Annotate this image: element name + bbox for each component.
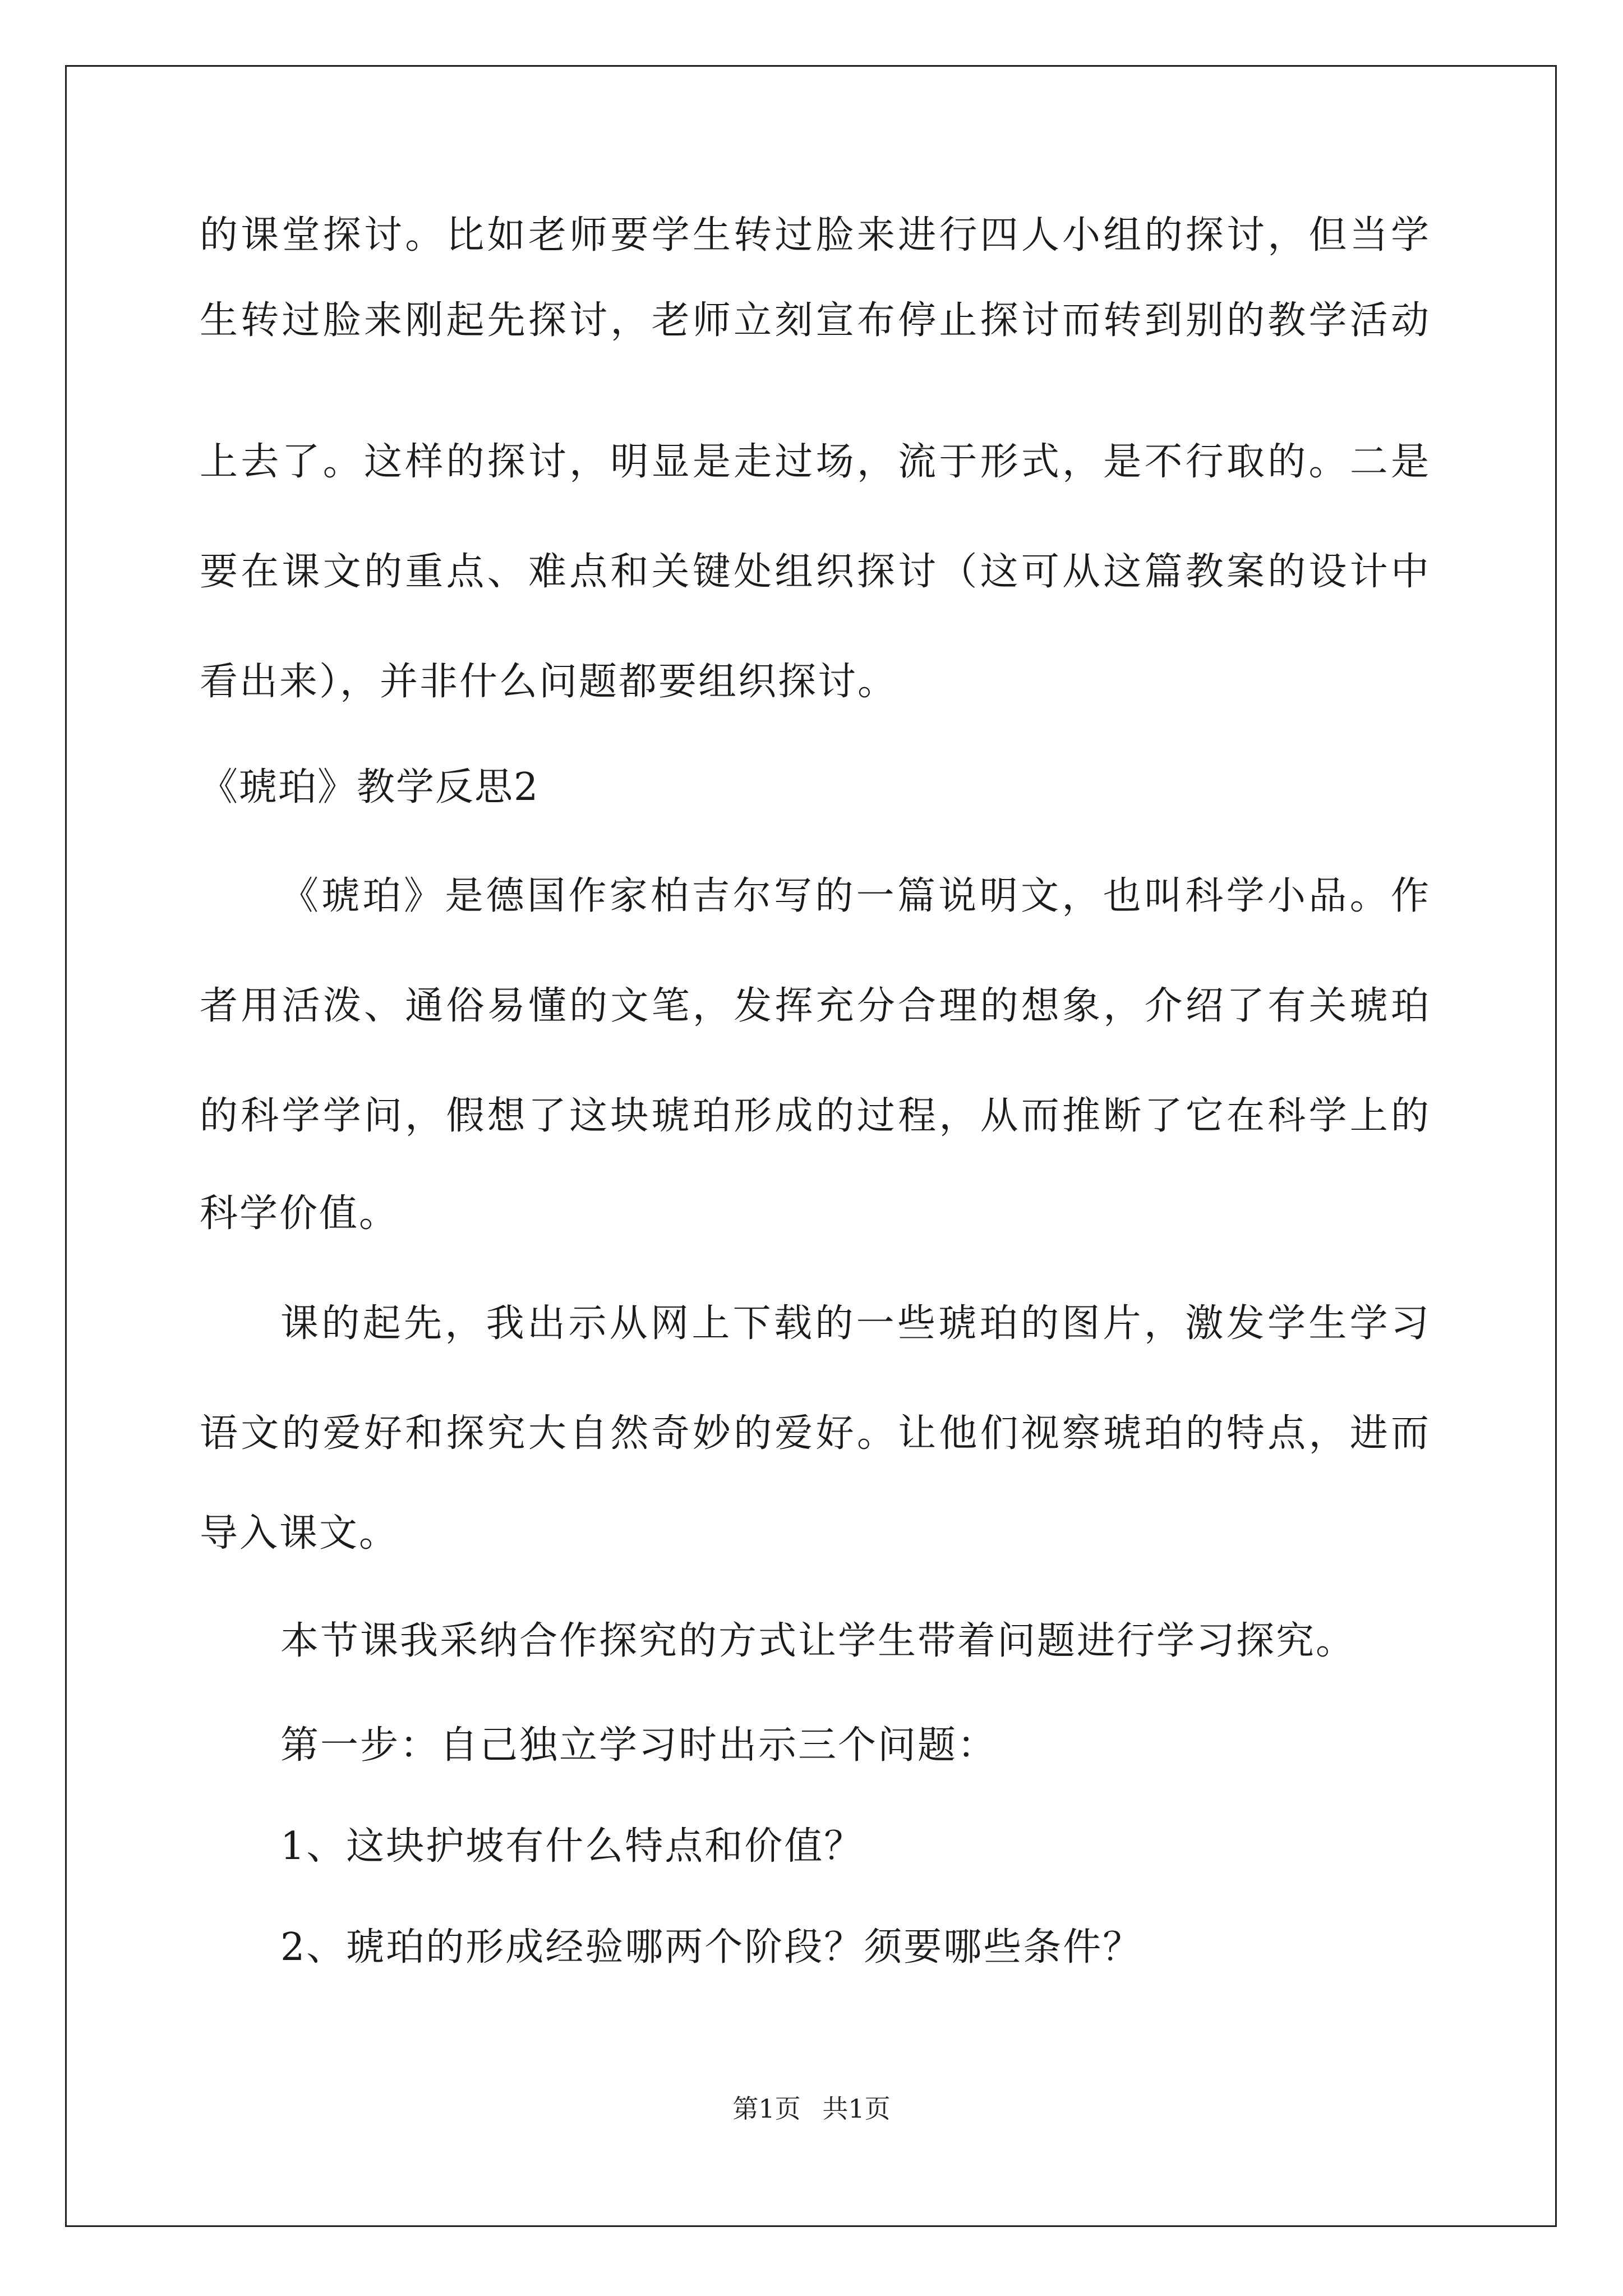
section-heading: 《琥珀》教学反思2 [200, 765, 540, 809]
text-line-13: 导入课文。 [200, 1511, 399, 1556]
text-line-2: 生转过脸来刚起先探讨，老师立刻宣布停止探讨而转到别的教学活动 [200, 298, 1429, 343]
text-line-14: 本节课我采纳合作探究的方式让学生带着问题进行学习探究。 [280, 1619, 1356, 1663]
page-border [65, 65, 1557, 2227]
text-line-7: 《琥珀》是德国作家柏吉尔写的一篇说明文，也叫科学小品。作 [280, 874, 1429, 918]
text-line-8: 者用活泼、通俗易懂的文笔，发挥充分合理的想象，介绍了有关琥珀 [200, 984, 1429, 1028]
list-item-1: 1、这块护坡有什么特点和价值？ [280, 1824, 864, 1869]
text-line-15: 第一步：自己独立学习时出示三个问题： [280, 1723, 998, 1768]
text-line-9: 的科学学问，假想了这块琥珀形成的过程，从而推断了它在科学上的 [200, 1094, 1429, 1138]
text-line-5: 看出来），并非什么问题都要组织探讨。 [200, 660, 898, 704]
text-line-4: 要在课文的重点、难点和关键处组织探讨（这可从这篇教案的设计中 [200, 550, 1429, 594]
text-line-12: 语文的爱好和探究大自然奇妙的爱好。让他们视察琥珀的特点，进而 [200, 1411, 1429, 1456]
page-total: 共1页 [822, 2093, 891, 2124]
text-line-11: 课的起先，我出示从网上下载的一些琥珀的图片，激发学生学习 [280, 1301, 1429, 1346]
page-number: 第1页 [732, 2093, 801, 2124]
text-line-10: 科学价值。 [200, 1191, 399, 1236]
text-line-1: 的课堂探讨。比如老师要学生转过脸来进行四人小组的探讨，但当学 [200, 213, 1429, 257]
list-item-2: 2、琥珀的形成经验哪两个阶段？须要哪些条件？ [280, 1925, 1143, 1970]
page-footer [0, 2092, 1623, 2125]
text-line-3: 上去了。这样的探讨，明显是走过场，流于形式，是不行取的。二是 [200, 440, 1429, 484]
